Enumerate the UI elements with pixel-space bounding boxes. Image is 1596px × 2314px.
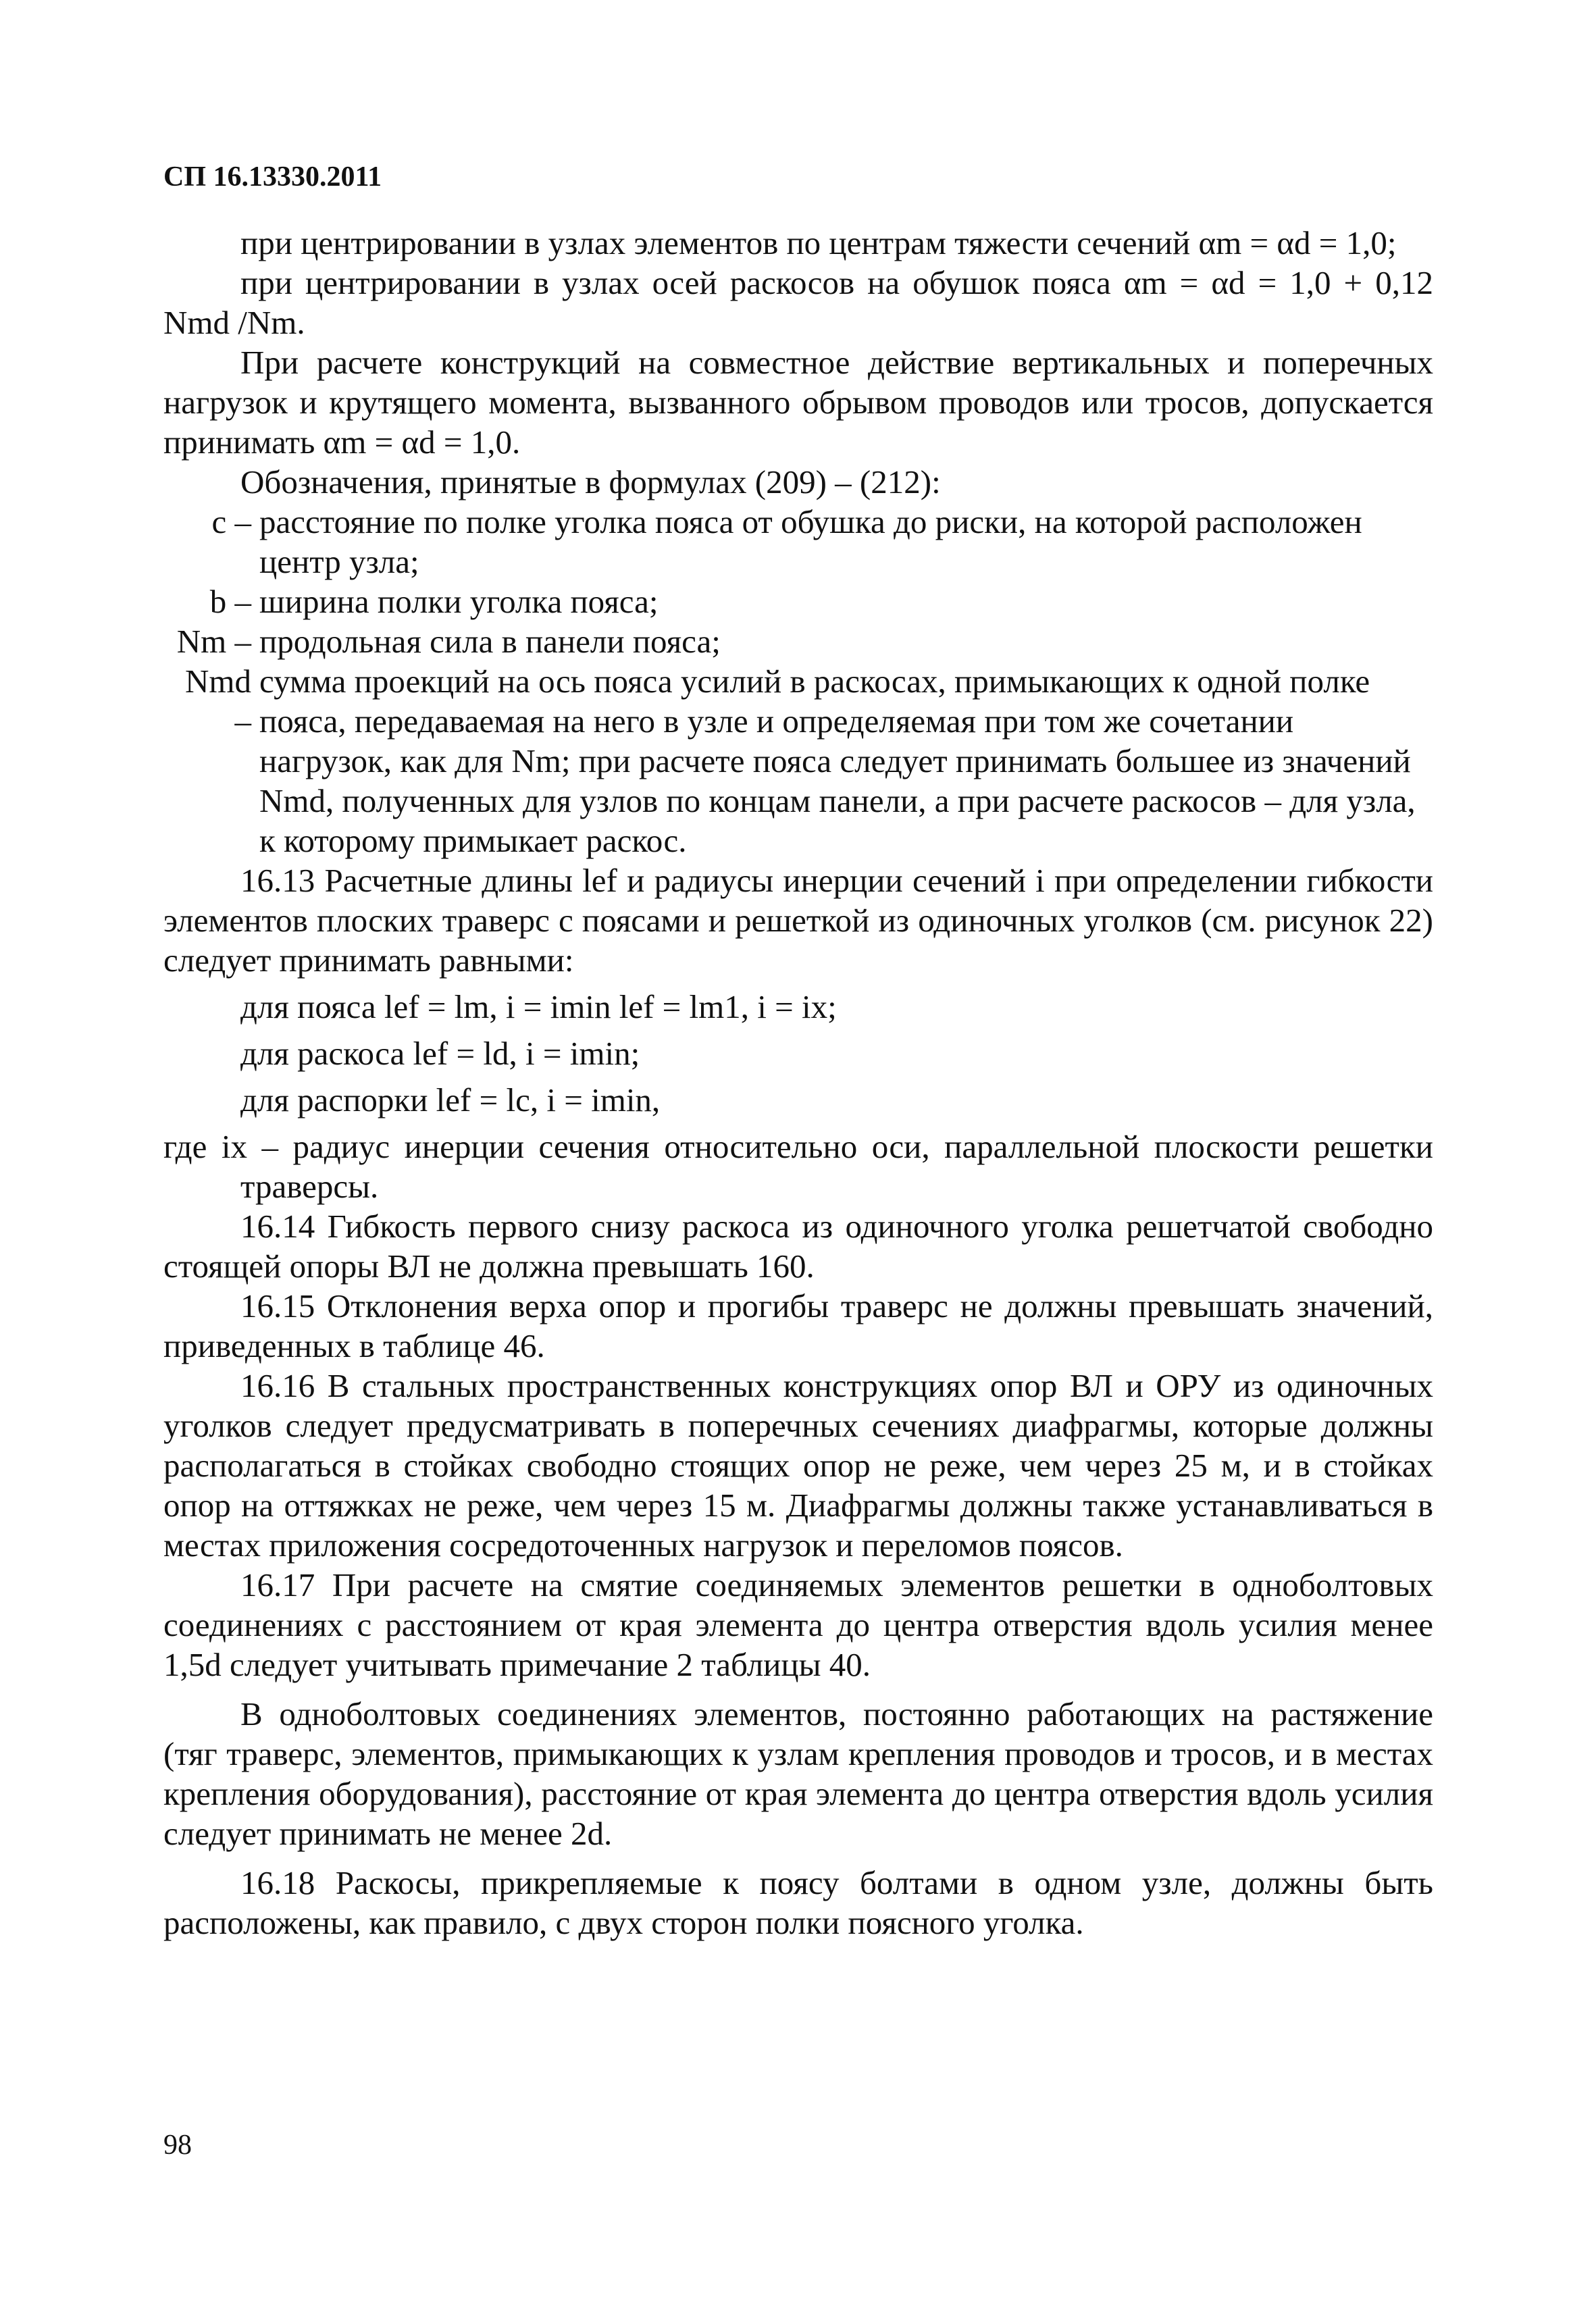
paragraph: Обозначения, принятые в формулах (209) – (212): [240,463,941,500]
document-code: СП 16.13330.2011 [163,161,382,192]
definition-term: b – [209,583,251,620]
definition-text: сумма проекций на ось пояса усилий в раскосах, примыкающих к одной полке пояса, передаваемая на него в узле и определяемая при том же сочетании нагрузок, как для Nm; при расчете пояса следует принимать большее из значений Nmd, полученных для узлов по концам панели, а при расчете раскосов – для узла, к которому примыкает раскос. [259,663,1416,859]
formula-line: для распорки lef = lc, i = imin, [240,1081,661,1119]
paragraph: при центрировании в узлах осей раскосов на обушок пояса αm = αd = 1,0 + 0,12 Nmd /Nm. [163,264,1433,341]
paragraph-16-18: 16.18 Раскосы, прикрепляемые к поясу болтами в одном узле, должны быть расположены, как правило, с двух сторон полки поясного уголка. [163,1864,1433,1941]
definition-item [163,502,1433,582]
definition-term: Nmd – [185,663,251,740]
paragraph: В одноболтовых соединениях элементов, постоянно работающих на растяжение (тяг траверс, элементов, примыкающих к узлам крепления проводов и тросов, и в местах крепления оборудования), расстояние от края элемента до центра отверстия вдоль усилия следует принимать не менее 2d. [163,1695,1433,1852]
paragraph-16-16: 16.16 В стальных пространственных конструкциях опор ВЛ и ОРУ из одиночных уголков следует предусматривать в поперечных сечениях диафрагмы, которые должны располагаться в стойках свободно стоящих опор не реже, чем через 25 м, и в стойках опор на оттяжках не реже, чем через 15 м. Диафрагмы должны также устанавливаться в местах приложения сосредоточенных нагрузок и переломов поясов. [163,1367,1433,1564]
definition-term: c – [211,503,251,540]
page-number: 98 [163,2130,192,2161]
paragraph-16-14: 16.14 Гибкость первого снизу раскоса из одиночного уголка решетчатой свободно стоящей опоры ВЛ не должна превышать 160. [163,1208,1433,1285]
page-body [163,223,1433,1943]
definition-term: Nm – [176,623,251,660]
paragraph-16-13: 16.13 Расчетные длины lef и радиусы инерции сечений i при определении гибкости элементов плоских траверс с поясами и решеткой из одиночных уголков (см. рисунок 22) следует принимать равными: [163,862,1433,979]
paragraph-16-17: 16.17 При расчете на смятие соединяемых элементов решетки в одноболтовых соединениях с расстоянием от края элемента до центра отверстия вдоль усилия менее 1,5d следует учитывать примечание 2 таблицы 40. [163,1566,1433,1683]
definition-item [163,661,1433,860]
paragraph-16-15: 16.15 Отклонения верха опор и прогибы траверс не должны превышать значений, приведенных в таблице 46. [163,1287,1433,1364]
formula-line: для пояса lef = lm, i = imin lef = lm1, i = ix; [240,988,837,1025]
paragraph: где ix – радиус инерции сечения относительно оси, параллельной плоскости решетки траверсы. [163,1128,1433,1205]
definition-item [163,582,1433,621]
paragraph: При расчете конструкций на совместное действие вертикальных и поперечных нагрузок и крутящего момента, вызванного обрывом проводов или тросов, допускается принимать αm = αd = 1,0. [163,344,1433,461]
definition-text: продольная сила в панели пояса; [259,623,721,660]
paragraph: при центрировании в узлах элементов по центрам тяжести сечений αm = αd = 1,0; [240,224,1397,261]
definition-text: расстояние по полке уголка пояса от обушка до риски, на которой расположен центр узла; [259,503,1362,580]
formula-line: для раскоса lef = ld, i = imin; [240,1035,640,1072]
definition-item [163,621,1433,661]
definition-text: ширина полки уголка пояса; [259,583,659,620]
